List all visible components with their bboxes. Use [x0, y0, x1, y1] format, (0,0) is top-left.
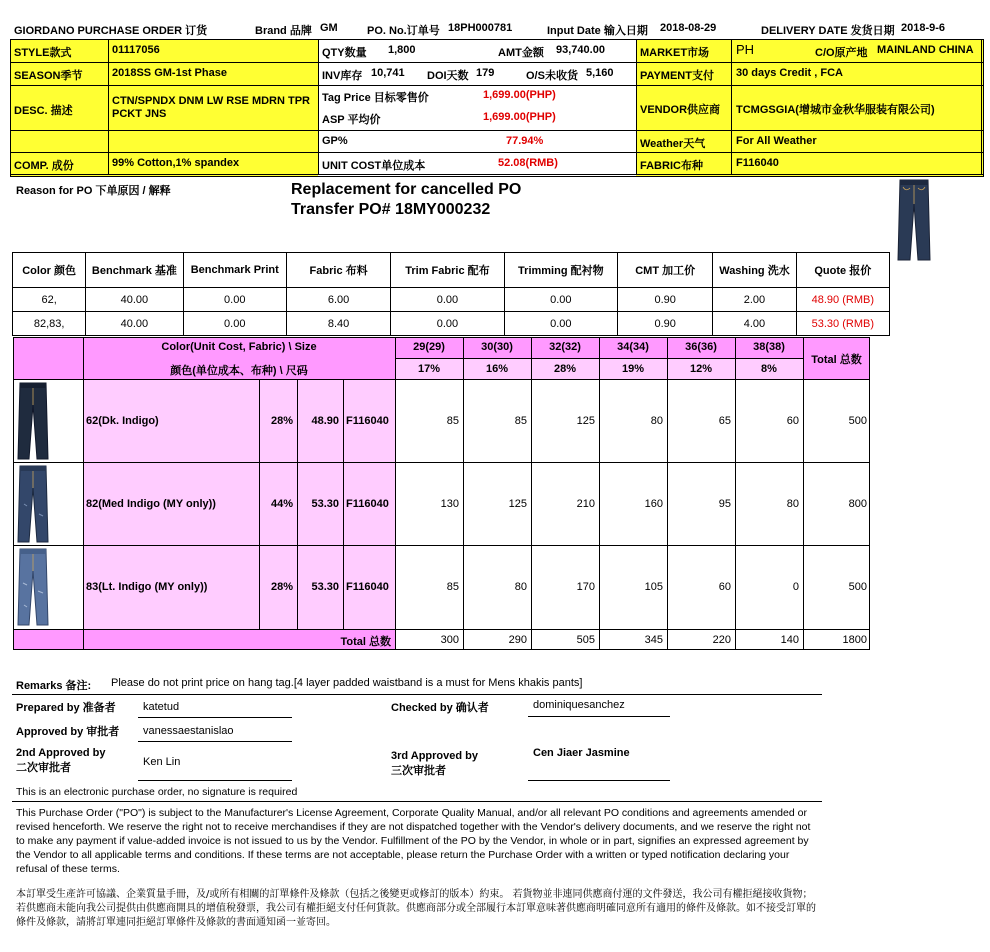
size-pct: 19% — [621, 363, 645, 375]
size-col-total: 345 — [644, 634, 663, 646]
size-qty: 85 — [446, 581, 459, 593]
third-approved-value: Cen Jiaer Jasmine — [533, 747, 630, 759]
second-approved-label: 2nd Approved by — [16, 747, 106, 759]
size-row-fabric: F116040 — [346, 498, 389, 510]
doi-value: 179 — [476, 67, 495, 79]
quote-header: Quote 报价 — [796, 253, 889, 288]
quote-price: 53.30 (RMB) — [796, 312, 889, 336]
size-qty: 105 — [644, 581, 663, 593]
size-qty: 95 — [718, 498, 731, 510]
quote-header: Trimming 配衬物 — [504, 253, 617, 288]
size-qty: 85 — [514, 415, 527, 427]
jeans-lt-indigo-image — [15, 547, 51, 627]
size-qty: 65 — [718, 415, 731, 427]
size-row-pct: 44% — [270, 498, 293, 510]
quote-table — [12, 252, 890, 336]
style-value: 01117056 — [112, 44, 160, 56]
size-row-total: 800 — [848, 498, 867, 510]
quote-row — [13, 312, 890, 336]
size-label: 36(36) — [685, 341, 717, 353]
fabric-value: F116040 — [736, 157, 779, 169]
quote-cell: 8.40 — [286, 312, 390, 336]
weather-label: Weather天气 — [640, 138, 706, 150]
prepared-value: katetud — [143, 701, 180, 713]
quote-cell: 0.00 — [391, 288, 504, 312]
size-label: 34(34) — [617, 341, 649, 353]
size-pct: 28% — [553, 363, 577, 375]
comp-label: COMP. 成份 — [14, 160, 74, 172]
quote-price: 48.90 (RMB) — [796, 288, 889, 312]
quote-cell: 0.90 — [618, 288, 713, 312]
desc-value: CTN/SPNDX DNM LW RSE MDRN TPR PCKT JNS — [112, 95, 310, 120]
size-row-fabric: F116040 — [346, 415, 389, 427]
size-col-total: 220 — [712, 634, 731, 646]
size-grand-total: 1800 — [842, 634, 867, 646]
quote-cell: 0.00 — [504, 312, 617, 336]
quote-cell: 6.00 — [286, 288, 390, 312]
os-value: 5,160 — [586, 67, 614, 79]
size-qty: 60 — [786, 415, 799, 427]
approved-value: vanessaestanislao — [143, 725, 234, 737]
checked-label: Checked by 确认者 — [391, 702, 489, 714]
size-col-total: 140 — [780, 634, 799, 646]
quote-cell: 0.00 — [391, 312, 504, 336]
remarks-label: Remarks 备注: — [16, 680, 92, 692]
size-qty: 210 — [576, 498, 595, 510]
size-qty: 85 — [446, 415, 459, 427]
market-value: PH — [736, 42, 755, 57]
third-approved-label-zh: 三次审批者 — [391, 765, 446, 777]
co-value: MAINLAND CHINA — [877, 44, 974, 56]
size-table — [13, 337, 871, 651]
unit-cost-label: UNIT COST单位成本 — [322, 160, 426, 172]
size-label: 29(29) — [413, 341, 445, 353]
input-date-label: Input Date 输入日期 — [547, 25, 648, 37]
po-no-label: PO. No.订单号 — [367, 25, 440, 37]
gp-value: 77.94% — [506, 135, 544, 147]
payment-value: 30 days Credit , FCA — [736, 67, 843, 79]
vendor-label: VENDOR供应商 — [640, 104, 721, 116]
quote-row — [13, 288, 890, 312]
size-label: 30(30) — [481, 341, 513, 353]
size-col-total: 290 — [508, 634, 527, 646]
size-row-total: 500 — [848, 415, 867, 427]
product-jeans-image — [894, 178, 934, 262]
jeans-dk-indigo-image — [15, 381, 51, 461]
prepared-label: Prepared by 准备者 — [16, 702, 116, 714]
style-label: STYLE款式 — [14, 47, 72, 59]
quote-cell: 0.00 — [183, 288, 286, 312]
amt-value: 93,740.00 — [556, 44, 605, 56]
tag-price-value: 1,699.00(PHP) — [483, 89, 556, 101]
size-qty: 80 — [514, 581, 527, 593]
reason-line-1: Replacement for cancelled PO — [291, 181, 522, 198]
size-label: 32(32) — [549, 341, 581, 353]
quote-header: Benchmark Print — [183, 253, 286, 288]
unit-cost-value: 52.08(RMB) — [498, 157, 558, 169]
size-row-total: 500 — [848, 581, 867, 593]
inv-label: INV库存 — [322, 70, 363, 82]
size-pct: 17% — [417, 363, 441, 375]
size-label: 38(38) — [753, 341, 785, 353]
size-qty: 80 — [786, 498, 799, 510]
market-label: MARKET市场 — [640, 47, 710, 59]
quote-cell: 4.00 — [713, 312, 796, 336]
size-qty: 125 — [508, 498, 527, 510]
brand-label: Brand 品牌 — [255, 25, 312, 37]
size-header-en: Color(Unit Cost, Fabric) \ Size — [161, 341, 317, 353]
quote-header: Trim Fabric 配布 — [391, 253, 504, 288]
size-row-color: 62(Dk. Indigo) — [86, 415, 159, 427]
reason-line-2: Transfer PO# 18MY000232 — [291, 201, 491, 218]
size-qty: 170 — [576, 581, 595, 593]
quote-cell: 62, — [13, 288, 86, 312]
size-total-label: Total 总数 — [340, 636, 391, 648]
terms-english: This Purchase Order ("PO") is subject to the Manufacturer's License Agreement, Corporate Quality Manual, and/or all relevant PO conditions and agreements amended or revised henceforth. We reserve the right not to receive merchandises if they are not dispatched together with the Vendor's delivery documents, and we reserve the right not to make any payment if value-added invoice is not issued to us by the Vendor. Fulfillment of the PO by the Vendor, in whole or in part, signifies an expressed agreement by the Vendor to all applicable terms and conditions. If these terms are not acceptable, please return the Purchase Order with a written or typed notification declaring your refusal of these terms. — [16, 807, 811, 875]
size-qty: 60 — [718, 581, 731, 593]
quote-header: Benchmark 基准 — [86, 253, 183, 288]
jeans-med-indigo-image — [15, 464, 51, 544]
po-no-value: 18PH000781 — [448, 22, 513, 34]
input-date-value: 2018-08-29 — [660, 22, 717, 34]
size-row-color: 83(Lt. Indigo (MY only)) — [86, 581, 208, 593]
quote-cell: 2.00 — [713, 288, 796, 312]
terms-chinese: 本訂單受生產許可協議、企業質量手冊，及/或所有相關的訂單條件及條款（包括之後變更或修訂的版本）約束。 若貨物並非連同供應商付運的文件發送，我公司有權拒絕接收貨物；若供應商未能向我公司提供由供應商開具的增值稅發票，我公司有權拒絕支付任何貨款。供應商部分或全部履行本訂單意味著供應商明確同意所有適用的條件及條款。如不接受訂單的條件及條款，請將訂單連同拒絕訂單條件及條款的書面通知函一並寄回。 — [16, 889, 816, 928]
desc-label: DESC. 描述 — [14, 105, 73, 117]
size-qty: 160 — [644, 498, 663, 510]
size-col-total: 300 — [440, 634, 459, 646]
weather-value: For All Weather — [736, 135, 817, 147]
payment-label: PAYMENT支付 — [640, 70, 714, 82]
size-header-zh: 颜色(单位成本、布种) \ 尺码 — [170, 365, 308, 377]
size-qty: 80 — [650, 415, 663, 427]
approved-label: Approved by 审批者 — [16, 726, 120, 738]
third-approved-label: 3rd Approved by — [391, 750, 478, 762]
quote-cell: 40.00 — [86, 288, 183, 312]
asp-value: 1,699.00(PHP) — [483, 111, 556, 123]
size-qty: 125 — [576, 415, 595, 427]
season-value: 2018SS GM-1st Phase — [112, 67, 227, 79]
os-label: O/S未收货 — [526, 70, 578, 82]
co-label: C/O原产地 — [815, 47, 868, 59]
size-pct: 12% — [689, 363, 713, 375]
fabric-label: FABRIC布种 — [640, 160, 703, 172]
size-row-color: 82(Med Indigo (MY only)) — [86, 498, 216, 510]
quote-cell: 82,83, — [13, 312, 86, 336]
asp-label: ASP 平均价 — [322, 114, 381, 126]
comp-value: 99% Cotton,1% spandex — [112, 157, 240, 169]
size-col-total: 505 — [576, 634, 595, 646]
size-qty: 0 — [792, 581, 799, 593]
size-row-cost: 48.90 — [311, 415, 339, 427]
quote-cell: 0.00 — [504, 288, 617, 312]
size-row-cost: 53.30 — [311, 498, 339, 510]
quote-header: Fabric 布料 — [286, 253, 390, 288]
electronic-notice: This is an electronic purchase order, no signature is required — [16, 786, 298, 798]
size-row-cost: 53.30 — [311, 581, 339, 593]
quote-cell: 0.00 — [183, 312, 286, 336]
size-pct: 16% — [485, 363, 509, 375]
checked-value: dominiquesanchez — [533, 699, 625, 711]
brand-value: GM — [320, 22, 338, 34]
tag-price-label: Tag Price 目标零售价 — [322, 92, 429, 104]
amt-label: AMT金额 — [498, 47, 544, 59]
second-approved-label-zh: 二次审批者 — [16, 762, 71, 774]
vendor-value: TCMGSGIA(增城市金秋华服装有限公司) — [736, 104, 935, 116]
qty-label: QTY数量 — [322, 47, 367, 59]
size-pct: 8% — [761, 363, 777, 375]
size-qty: 130 — [440, 498, 459, 510]
reason-label: Reason for PO 下单原因 / 解释 — [16, 185, 171, 197]
quote-cell: 40.00 — [86, 312, 183, 336]
size-row-pct: 28% — [270, 415, 293, 427]
quote-header: Color 颜色 — [13, 253, 86, 288]
size-total-header: Total 总数 — [811, 354, 862, 366]
size-row-fabric: F116040 — [346, 581, 389, 593]
delivery-date-value: 2018-9-6 — [901, 22, 946, 34]
quote-header: Washing 洗水 — [713, 253, 796, 288]
second-approved-value: Ken Lin — [143, 756, 181, 768]
delivery-date-label: DELIVERY DATE 发货日期 — [761, 25, 895, 37]
qty-value: 1,800 — [388, 44, 416, 56]
po-title: GIORDANO PURCHASE ORDER 订货 — [14, 25, 208, 37]
quote-cell: 0.90 — [618, 312, 713, 336]
gp-label: GP% — [322, 135, 348, 147]
inv-value: 10,741 — [371, 67, 405, 79]
season-label: SEASON季节 — [14, 70, 83, 82]
size-row-pct: 28% — [270, 581, 293, 593]
doi-label: DOI天数 — [427, 70, 469, 82]
remarks-text: Please do not print price on hang tag.[4 layer padded waistband is a must for Mens khakis pants] — [111, 677, 583, 689]
quote-header: CMT 加工价 — [618, 253, 713, 288]
